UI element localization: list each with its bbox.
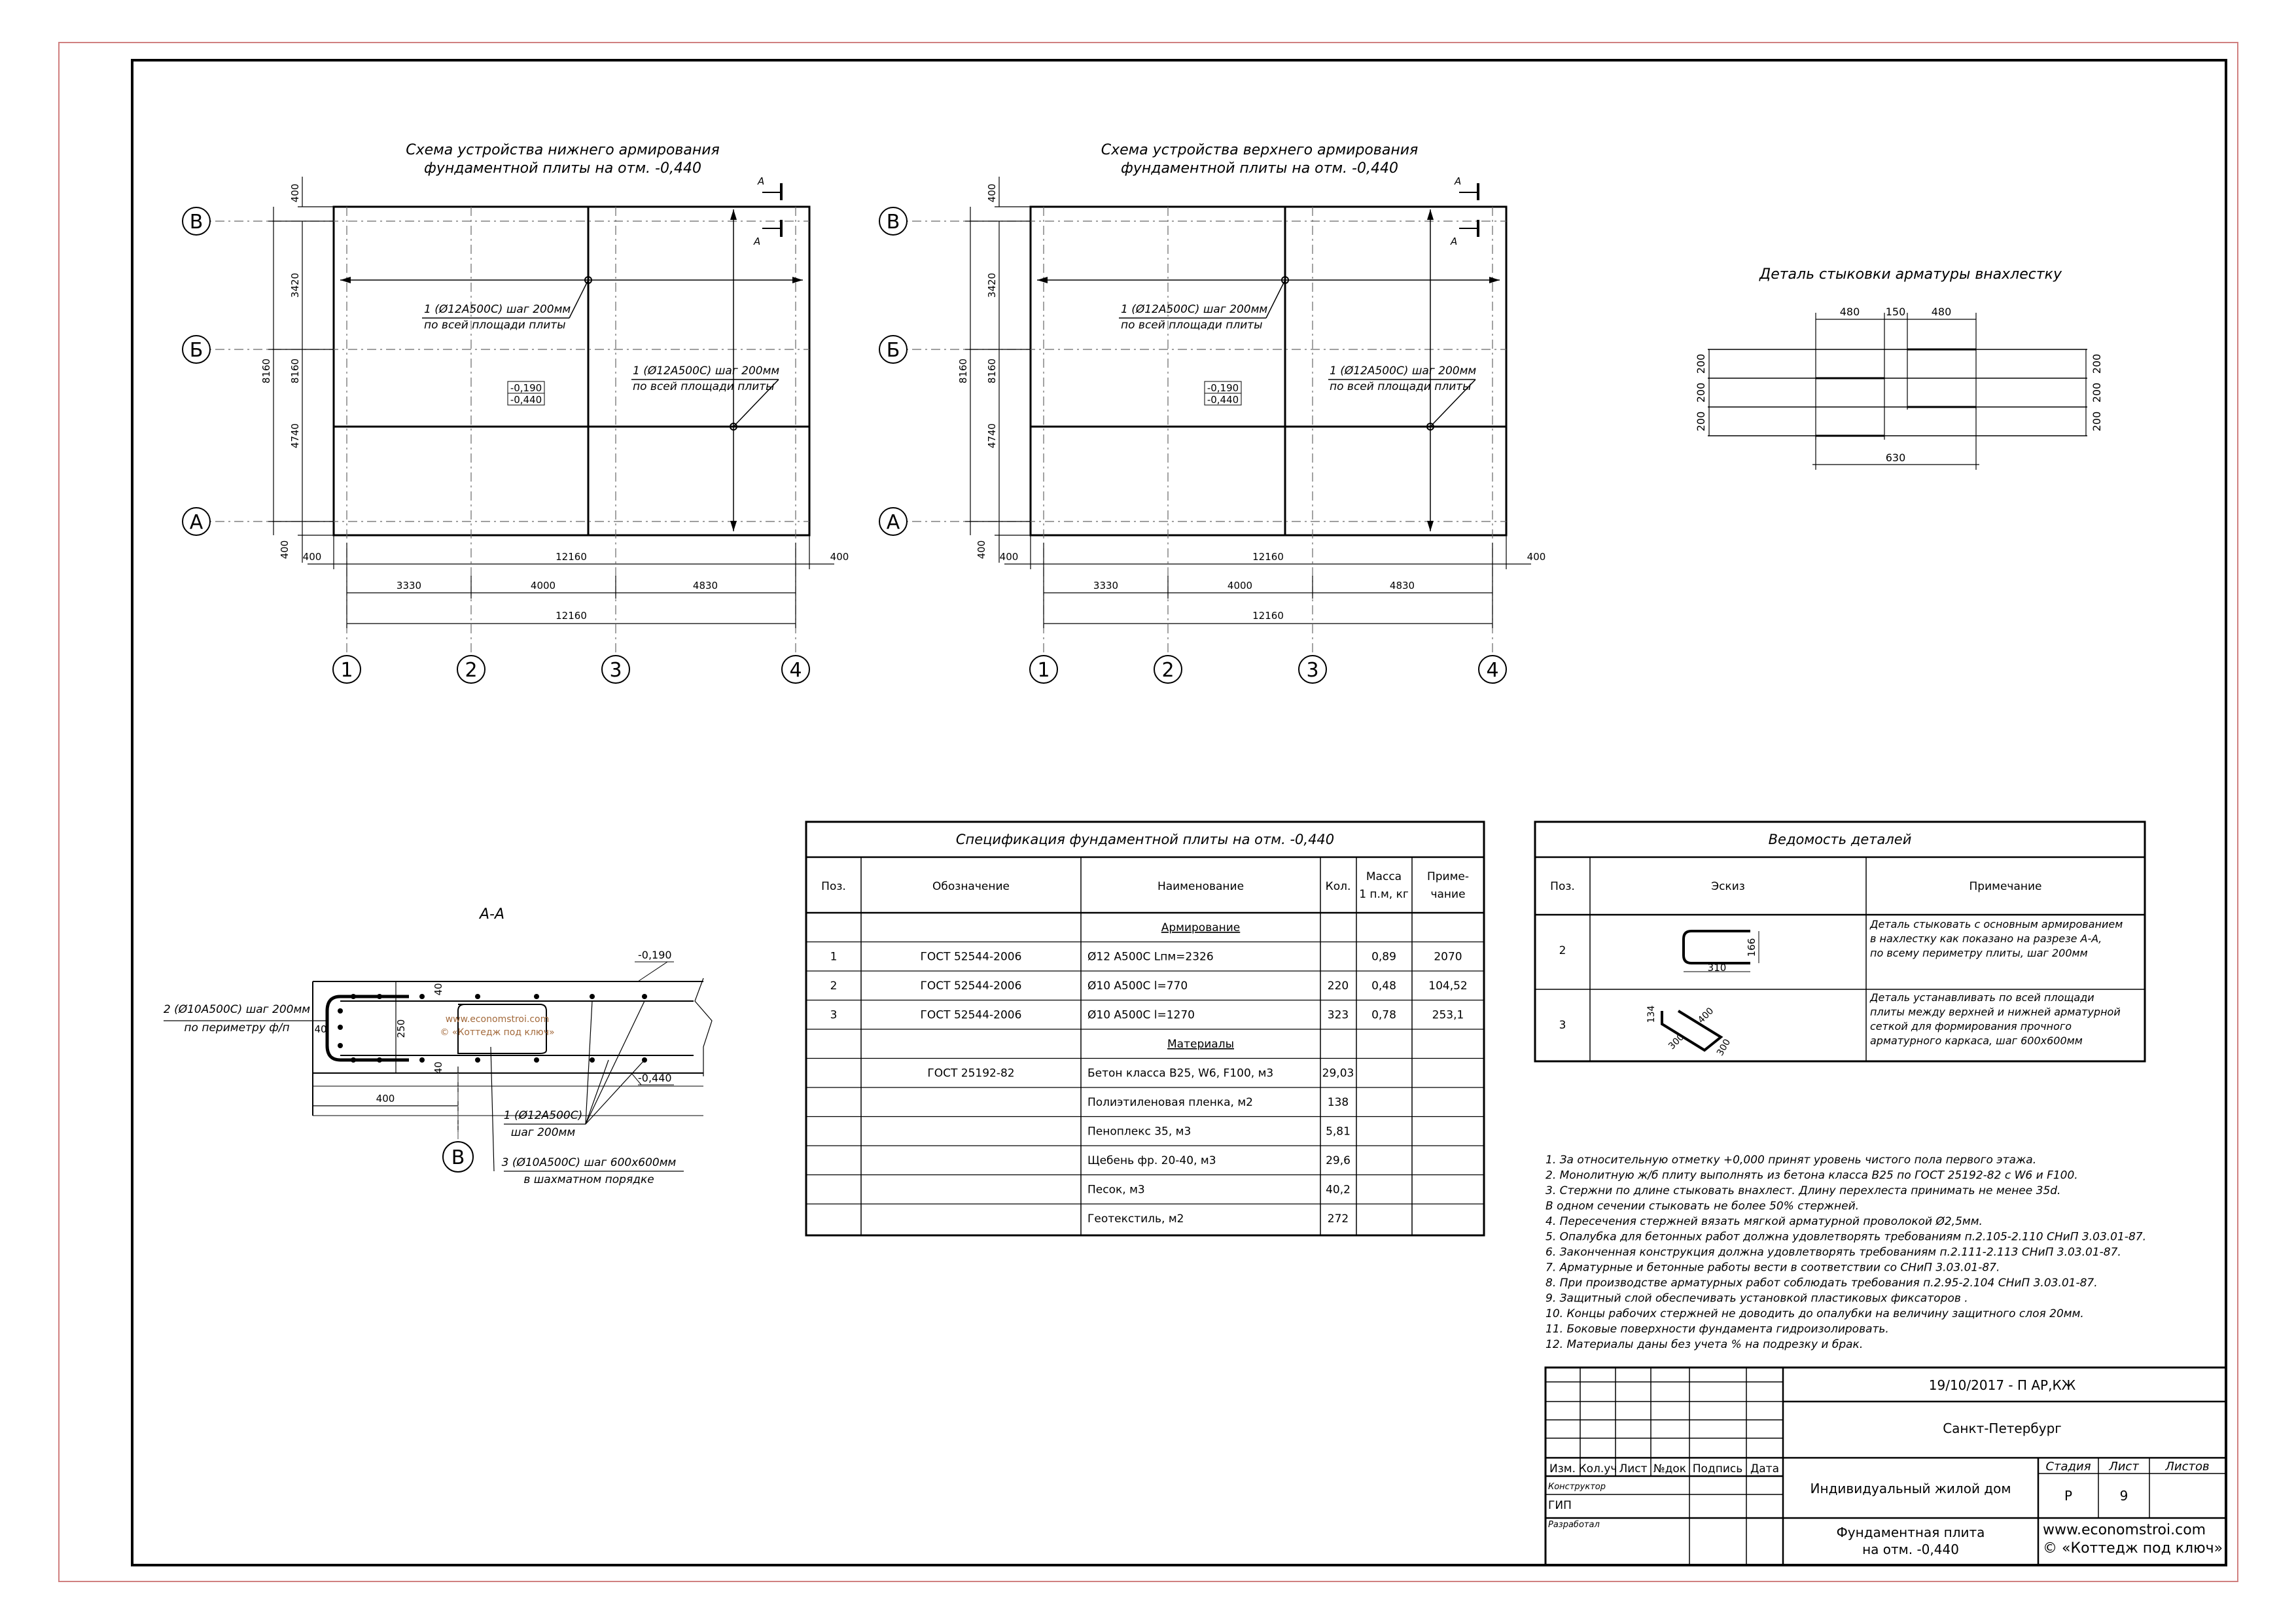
details-table [1535,822,2145,1061]
spec-cell: ГОСТ 52544-2006 [920,1008,1022,1022]
arrow-head [730,521,737,531]
bar-section [534,1057,539,1063]
dim-label: 200 [1695,382,1707,403]
tb-role: Конструктор [1548,1482,1606,1492]
details-note: арматурного каркаса, шаг 600x600мм [1870,1034,2083,1047]
svg-text:А: А [758,175,765,187]
arrow-head [1427,209,1434,220]
details-pos: 3 [1559,1019,1566,1032]
spec-header: Обозначение [932,880,1010,893]
spec-cell: 2 [830,980,838,993]
svg-text:А: А [1451,236,1458,247]
dim-label: 40 [433,1061,444,1074]
note-line: 9. Защитный слой обеспечивать установкой пластиковых фиксаторов . [1545,1292,1968,1305]
dim-label: 4830 [692,580,718,591]
dim-label: 400 [999,551,1019,563]
dim-label: 4000 [530,580,556,591]
watermark: © «Коттедж под ключ» [440,1027,555,1038]
bar-section [338,1043,343,1048]
spec-cell: Полиэтиленовая пленка, м2 [1087,1096,1253,1109]
dim-label: 480 [1931,306,1952,318]
dim-label: 12160 [556,610,587,622]
callout: по периметру ф/п [184,1021,290,1034]
spec-cell: 0,89 [1371,950,1396,964]
dim-label: 12160 [1252,610,1284,622]
spec-cell: ГОСТ 25192-82 [927,1067,1015,1080]
axis-label: В [886,211,900,234]
tb-site: www.economstroi.com [2043,1522,2206,1538]
spec-cell: 3 [830,1008,838,1022]
leader [1266,280,1285,318]
spec-cell: Песок, м3 [1087,1183,1145,1197]
callout: 1 (Ø12А500С) шаг 200мм [424,303,571,316]
elevation-top: -0,190 [1207,382,1239,394]
dim-label: 200 [2091,382,2103,403]
title-block [1545,1368,2226,1565]
axis-label: В [189,211,203,234]
spec-cell: 0,48 [1371,980,1396,993]
axis-label: 2 [1161,659,1174,682]
axis-label: 1 [340,659,353,682]
details-note: сеткой для формирования прочного [1870,1020,2072,1033]
plan-top [879,142,1545,683]
dim-label: 200 [1695,411,1707,432]
detail-title: Деталь стыковки арматуры внахлестку [1759,266,2062,283]
axis-label: 2 [465,659,478,682]
note-line: 1. За относительную отметку +0,000 принят уровень чистого пола первого этажа. [1545,1154,2037,1167]
bar-section [377,1057,382,1063]
dim-label: 400 [1696,1006,1716,1026]
callout: по всей площади плиты [633,380,775,393]
dim-label: 8160 [957,358,969,384]
tb-role: Разработал [1548,1520,1600,1530]
bar-section [475,994,480,999]
bar-section [419,1057,425,1063]
details-note: по всему периметру плиты, шаг 200мм [1870,947,2088,959]
tb-col: №док [1653,1462,1687,1475]
tb-col: Кол.уч [1578,1462,1617,1475]
spec-header: чание [1430,888,1466,901]
svg-text:А: А [754,236,761,247]
spec-section: Материалы [1167,1038,1234,1051]
general-notes [1545,1154,2146,1351]
plan-subtitle: фундаментной плиты на отм. -0,440 [1121,160,1398,177]
plan-subtitle: фундаментной плиты на отм. -0,440 [424,160,701,177]
details-note: в нахлестку как показано на разрезе А-А, [1870,932,2102,945]
leader [569,280,588,318]
axis-label: Б [886,339,900,362]
spec-cell: Ø10 А500С l=1270 [1087,1008,1195,1022]
bar-section [377,994,382,999]
callout: по всей площади плиты [1330,380,1472,393]
spec-header: Приме- [1426,870,1470,883]
spec-cell: Щебень фр. 20-40, м3 [1087,1154,1216,1167]
dim-label: 200 [2091,353,2103,374]
details-header: Эскиз [1711,880,1745,893]
dim-label: 3420 [289,272,301,298]
note-line: 7. Арматурные и бетонные работы вести в соответствии со СНиП 3.03.01-87. [1545,1261,2000,1275]
detail-sketch [1684,931,1750,963]
note-line: 11. Боковые поверхности фундамента гидроизолировать. [1545,1322,1889,1336]
elevation-top: -0,190 [510,382,542,394]
callout: в шахматном порядке [523,1173,654,1186]
tb-stage-header: Стадия [2045,1460,2091,1474]
spec-cell: Бетон класса В25, W6, F100, м3 [1087,1067,1274,1080]
callout: 1 (Ø12А500С) шаг 200мм [633,364,780,378]
arrow-head [792,277,803,283]
spec-cell: Ø10 А500С l=770 [1087,980,1188,993]
spec-cell: Ø12 А500С Lпм=2326 [1087,950,1214,964]
spec-header: Поз. [821,880,846,893]
tb-sheets-header: Листов [2165,1460,2210,1474]
tb-project: Индивидуальный жилой дом [1810,1481,2011,1496]
note-line: 2. Монолитную ж/б плиту выполнять из бетона класса В25 по ГОСТ 25192-82 с W6 и F100. [1545,1169,2078,1182]
note-line: В одном сечении стыковать не более 50% стержней. [1545,1199,1860,1213]
elevation-top: -0,190 [638,949,672,961]
details-note: плиты между верхней и нижней арматурной [1870,1006,2121,1018]
spec-cell: 2070 [1434,950,1462,964]
axis-label: 3 [1306,659,1319,682]
dim-label: 400 [289,183,301,203]
plan-bottom [183,142,849,683]
tb-stage: Р [2064,1488,2073,1504]
dim-label: 200 [1695,353,1707,374]
svg-text:А: А [1455,175,1462,187]
spec-section: Армирование [1161,921,1241,934]
tb-col: Изм. [1549,1462,1576,1475]
note-line: 3. Стержни по длине стыковать внахлест. Длину перехлеста принимать не менее 35d. [1545,1184,2061,1197]
note-line: 12. Материалы даны без учета % на подрезку и брак. [1545,1338,1863,1351]
dim-label: 300 [1667,1032,1687,1052]
plan-title: Схема устройства нижнего армирования [406,142,720,158]
spec-cell: ГОСТ 52544-2006 [920,950,1022,964]
dim-label: 40 [433,983,444,996]
dim-label: 400 [279,540,291,559]
dim-label: 250 [395,1019,407,1038]
bar-section [351,994,356,999]
axis-label: А [886,511,900,534]
callout: 1 (Ø12А500С) шаг 200мм [1121,303,1268,316]
details-title: Ведомость деталей [1768,832,1912,847]
tb-drawing: на отм. -0,440 [1862,1542,1959,1557]
callout: 1 (Ø12А500С) шаг 200мм [1330,364,1477,378]
dim-label: 12160 [1252,551,1284,563]
dim-label: 8160 [260,358,272,384]
tb-col: Дата [1750,1462,1780,1475]
bar-section [642,994,647,999]
axis-label: В [451,1146,465,1169]
elevation-bottom: -0,440 [638,1072,672,1084]
bar-section [590,1057,595,1063]
spec-cell: Геотекстиль, м2 [1087,1212,1184,1226]
dim-label: 630 [1885,451,1906,464]
dim-label: 400 [1527,551,1546,563]
dim-label: 200 [2091,411,2103,432]
axis-label: 4 [1486,659,1499,682]
section-cut-mark [753,175,781,247]
details-pos: 2 [1559,944,1566,957]
spec-header: Наименование [1157,880,1245,893]
callout: 3 (Ø10А500С) шаг 600x600мм [501,1156,677,1169]
dim-label: 400 [830,551,849,563]
dim-label: 4830 [1389,580,1415,591]
bar-section [590,994,595,999]
callout: 2 (Ø10А500С) шаг 200мм [163,1003,311,1016]
spec-cell: 29,6 [1326,1154,1351,1167]
dim-label: 400 [986,183,998,203]
spec-cell: 272 [1327,1212,1349,1226]
tb-sheet-header: Лист [2109,1460,2139,1474]
plan-title: Схема устройства верхнего армирования [1101,142,1419,158]
sheet-border [132,60,2226,1565]
dim-label: 4740 [986,423,998,449]
dim-label: 166 [1746,938,1757,957]
bar-section [419,994,425,999]
callout: 1 (Ø12А500С) [503,1109,583,1122]
section-title: А-А [479,906,505,923]
spec-cell: 220 [1327,980,1349,993]
spec-cell: 104,52 [1428,980,1468,993]
tb-col: Лист [1619,1462,1648,1475]
tb-col: Подпись [1692,1462,1743,1475]
note-line: 4. Пересечения стержней вязать мягкой арматурной проволокой Ø2,5мм. [1545,1215,1983,1228]
spec-cell: 5,81 [1326,1125,1351,1139]
dim-label: 3330 [396,580,422,591]
arrow-head [730,209,737,220]
callout: по всей площади плиты [1121,319,1263,332]
spec-cell: ГОСТ 52544-2006 [920,980,1022,993]
bar-section [351,1057,356,1063]
bar-section [338,1008,343,1014]
spec-cell: 323 [1327,1008,1349,1022]
dim-label: 134 [1646,1005,1657,1023]
spec-cell: 0,78 [1371,1008,1396,1022]
axis-label: 4 [789,659,802,682]
dim-label: 8160 [289,358,301,384]
note-line: 6. Законченная конструкция должна удовлетворять требованиям п.2.111-2.113 СНиП 3.03.01-87. [1545,1246,2121,1259]
elevation-bottom: -0,440 [1207,394,1239,406]
dim-label: 150 [1885,306,1906,318]
dim-label: 8160 [986,358,998,384]
dim-label: 400 [302,551,322,563]
bar-section [338,1025,343,1030]
details-header: Поз. [1550,880,1575,893]
section-aa [164,906,712,1186]
axis-label: А [189,511,203,534]
watermark: www.economstroi.com [445,1014,550,1025]
spec-header: 1 п.м, кг [1359,888,1409,901]
spec-cell: 29,03 [1322,1067,1354,1080]
axis-label: Б [189,339,203,362]
spec-cell: 40,2 [1326,1183,1351,1197]
tb-role: ГИП [1548,1499,1572,1512]
dim-label: 12160 [556,551,587,563]
dim-label: 480 [1839,306,1860,318]
dim-label: 3330 [1093,580,1119,591]
note-line: 8. При производстве арматурных работ соблюдать требования п.2.95-2.104 СНиП 3.03.01-87. [1545,1277,2098,1290]
spec-cell: 138 [1327,1096,1349,1109]
dim-label: 400 [376,1093,395,1104]
dim-label: 40 [314,1023,327,1035]
dim-label: 310 [1707,962,1727,974]
arrow-head [340,277,351,283]
arrow-head [1037,277,1048,283]
note-line: 10. Концы рабочих стержней не доводить до опалубки на величину защитного слоя 20мм. [1545,1307,2084,1320]
details-header: Примечание [1969,880,2042,893]
dim-label: 300 [1714,1037,1733,1058]
spec-header: Масса [1366,870,1402,883]
spec-table [806,822,1484,1235]
details-note: Деталь стыковать с основным армированием [1870,918,2123,930]
dim-label: 400 [976,540,987,559]
section-cut-mark [1450,175,1478,247]
spec-header: Кол. [1325,880,1351,893]
callout: по всей площади плиты [424,319,566,332]
arrow-head [1427,521,1434,531]
tb-city: Санкт-Петербург [1943,1421,2062,1436]
arrow-head [1489,277,1500,283]
spec-cell: Пеноплекс 35, м3 [1087,1125,1192,1139]
bar-section [475,1057,480,1063]
axis-label: 3 [609,659,622,682]
lap-detail [1695,266,2103,470]
spec-title: Спецификация фундаментной плиты на отм. -0,440 [955,832,1335,847]
tb-company: © «Коттедж под ключ» [2043,1540,2223,1557]
bar-section [534,994,539,999]
details-note: Деталь устанавливать по всей площади [1870,991,2094,1004]
tb-drawing: Фундаментная плита [1836,1525,1985,1540]
dim-label: 3420 [986,272,998,298]
axis-label: 1 [1037,659,1050,682]
dim-label: 4000 [1227,580,1253,591]
tb-sheet: 9 [2119,1488,2128,1504]
dim-label: 4740 [289,423,301,449]
elevation-bottom: -0,440 [510,394,542,406]
callout: шаг 200мм [510,1126,576,1139]
tb-code: 19/10/2017 - П АР,КЖ [1928,1377,2076,1393]
spec-cell: 1 [830,950,838,964]
note-line: 5. Опалубка для бетонных работ должна удовлетворять требованиям п.2.105-2.110 СНиП 3.03.01-87. [1545,1230,2146,1244]
spec-cell: 253,1 [1432,1008,1464,1022]
